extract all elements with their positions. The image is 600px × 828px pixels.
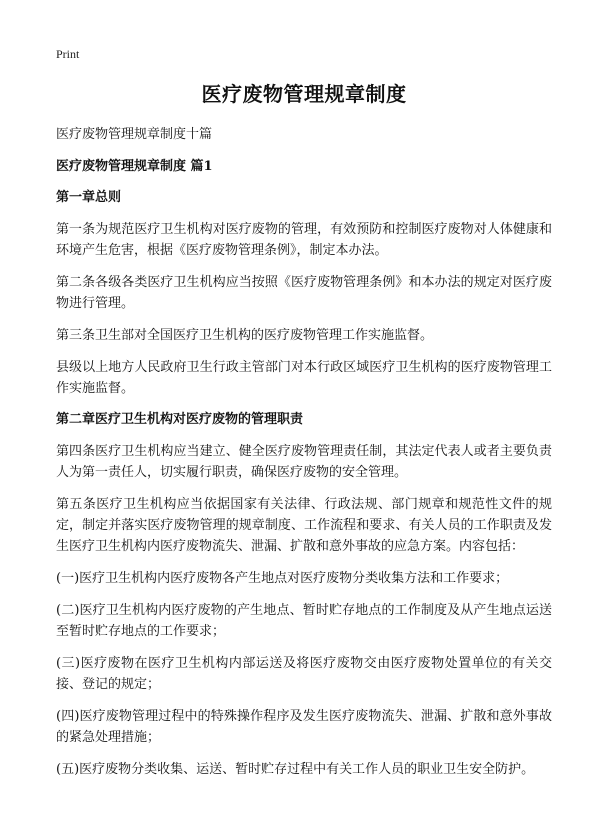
chapter-2-heading: 第二章医疗卫生机构对医疗废物的管理职责	[56, 412, 304, 427]
article-5-item-5: (五)医疗废物分类收集、运送、暂时贮存过程中有关工作人员的职业卫生安全防护。	[56, 762, 535, 777]
chapter-1-heading: 第一章总则	[56, 190, 122, 205]
print-link[interactable]: Print	[56, 47, 80, 61]
document-title: 医疗废物管理规章制度	[201, 82, 407, 106]
article-5-item-4: (四)医疗废物管理过程中的特殊操作程序及发生医疗废物流失、泄漏、扩散和意外事故的紧急处理措施；	[56, 709, 552, 745]
article-5: 第五条医疗卫生机构应当依据国家有关法律、行政法规、部门规章和规范性文件的规定，制定并落实医疗废物管理的规章制度、工作流程和要求、有关人员的工作职责及发生医疗卫生机构内医疗废物流失、泄漏、扩散和意外事故的应急方案。内容包括：	[56, 497, 552, 554]
part-heading: 医疗废物管理规章制度 篇1	[56, 159, 213, 174]
article-1: 第一条为规范医疗卫生机构对医疗废物的管理，有效预防和控制医疗废物对人体健康和环境产生危害，根据《医疗废物管理条例》，制定本办法。	[56, 222, 552, 258]
article-5-item-3: (三)医疗废物在医疗卫生机构内部运送及将医疗废物交由医疗废物处置单位的有关交接、登记的规定；	[56, 656, 552, 692]
article-2: 第二条各级各类医疗卫生机构应当按照《医疗废物管理条例》和本办法的规定对医疗废物进行管理。	[56, 275, 552, 311]
article-5-item-1: (一)医疗卫生机构内医疗废物各产生地点对医疗废物分类收集方法和工作要求；	[56, 571, 509, 586]
document-subtitle: 医疗废物管理规章制度十篇	[56, 127, 213, 142]
article-4: 第四条医疗卫生机构应当建立、健全医疗废物管理责任制，其法定代表人或者主要负责人为第一责任人，切实履行职责，确保医疗废物的安全管理。	[56, 444, 552, 480]
document-page	[56, 46, 552, 791]
article-3: 第三条卫生部对全国医疗卫生机构的医疗废物管理工作实施监督。	[56, 328, 434, 343]
article-5-item-2: (二)医疗卫生机构内医疗废物的产生地点、暂时贮存地点的工作制度及从产生地点运送至暂时贮存地点的工作要求；	[56, 603, 552, 639]
article-3-local: 县级以上地方人民政府卫生行政主管部门对本行政区域医疗卫生机构的医疗废物管理工作实施监督。	[56, 360, 552, 396]
